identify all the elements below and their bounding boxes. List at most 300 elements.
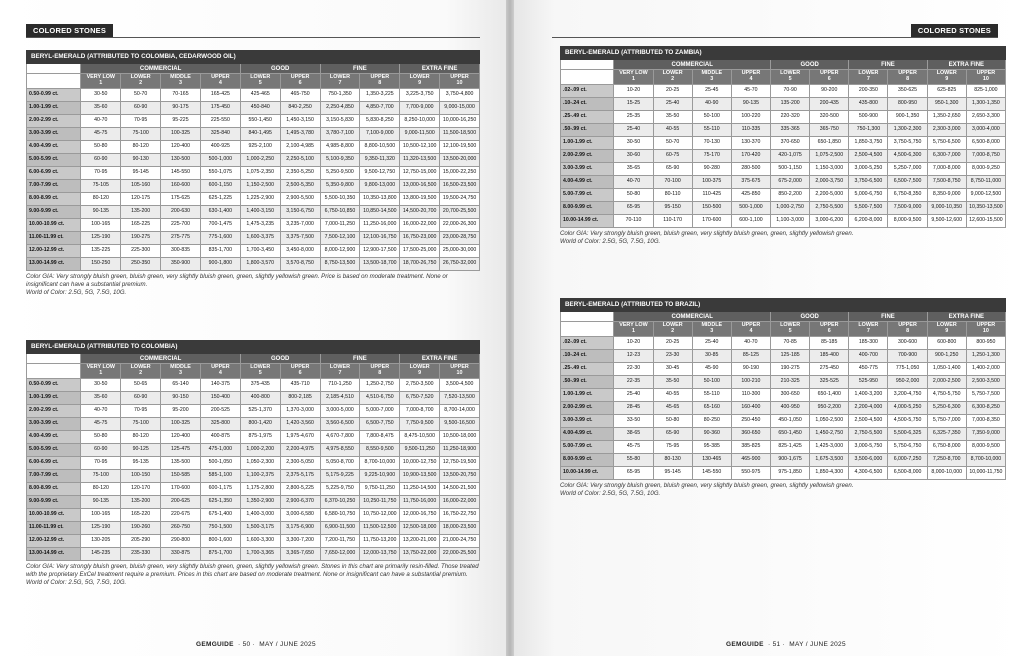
quality-label: VERY LOW	[86, 364, 116, 371]
price-cell: 3,750-4,800	[440, 89, 480, 102]
quality-number: 1	[631, 76, 635, 82]
price-cell: 7,350-9,000	[966, 428, 1005, 441]
price-cell: 5,225-9,750	[320, 483, 360, 496]
quality-label: LOWER	[936, 322, 957, 329]
price-cell: 435-710	[280, 379, 320, 392]
size-cell: 7.00-7.99 ct.	[27, 180, 81, 193]
price-cell: 3,000-5,250	[849, 163, 888, 176]
price-cell: 85-125	[731, 350, 770, 363]
price-cell: 1,350-2,900	[240, 496, 280, 509]
size-cell: .02-.09 ct.	[561, 337, 614, 350]
price-cell: 3,560-6,500	[320, 418, 360, 431]
price-cell: 45-90	[692, 363, 731, 376]
table-row	[27, 379, 480, 392]
price-cell: 7,800-8,475	[360, 431, 400, 444]
price-cell: 16,000-22,000	[400, 219, 440, 232]
price-cell: 12-23	[614, 350, 653, 363]
price-cell: 65-90	[653, 428, 692, 441]
price-cell: 11,750-13,200	[360, 535, 400, 548]
quality-number: 4	[749, 328, 753, 334]
header-rule	[552, 37, 998, 38]
price-cell: 800-1,420	[240, 418, 280, 431]
price-cell: 21,000-24,750	[440, 535, 480, 548]
price-cell: 90-200	[810, 85, 849, 98]
note-line: Color GIA: Very strongly bluish green, bluish green, very slightly bluish green, green, slightly yellowish green.	[560, 482, 854, 489]
price-cell: 5,750-6,500	[927, 137, 966, 150]
price-cell: 2,500-5,350	[280, 180, 320, 193]
price-cell: 80-120	[121, 431, 161, 444]
quality-column-header	[810, 70, 849, 85]
price-cell: 40-55	[653, 124, 692, 137]
grade-header: COMMERCIAL	[614, 312, 771, 322]
price-cell: 800-950	[966, 337, 1005, 350]
price-cell: 750-1,300	[849, 124, 888, 137]
price-cell: 150-400	[200, 392, 240, 405]
note-line: World of Color: 2.5G, 5G, 7.5G, 10G.	[26, 578, 127, 586]
price-cell: 750-1,350	[320, 89, 360, 102]
price-cell: 550-1,075	[200, 167, 240, 180]
price-cell: 130-465	[692, 454, 731, 467]
price-cell: 145-235	[81, 548, 121, 561]
quality-number: 6	[298, 370, 302, 376]
price-cell: 95-200	[161, 405, 201, 418]
price-cell: 2,100-4,985	[280, 141, 320, 154]
price-cell: 225-300	[121, 245, 161, 258]
price-cell: 2,750-3,500	[400, 379, 440, 392]
price-cell: 750-1,500	[200, 522, 240, 535]
price-cell: 30-85	[692, 350, 731, 363]
price-cell: 30-45	[653, 363, 692, 376]
price-table-block	[26, 50, 480, 297]
table-row	[27, 219, 480, 232]
price-cell: 7,100-9,000	[360, 128, 400, 141]
size-cell: 5.00-5.99 ct.	[27, 154, 81, 167]
price-cell: 160-400	[731, 402, 770, 415]
table-row	[561, 415, 1006, 428]
price-cell: 8,000-9,500	[888, 215, 927, 228]
price-cell: 120-400	[161, 431, 201, 444]
size-cell: 1.00-1.99 ct.	[561, 389, 614, 402]
table-row	[561, 467, 1006, 480]
quality-number: 10	[456, 80, 463, 86]
price-cell: 400-875	[200, 431, 240, 444]
quality-column-header	[400, 364, 440, 379]
price-cell: 5,500-6,325	[888, 428, 927, 441]
size-cell: 11.00-11.99 ct.	[27, 232, 81, 245]
price-cell: 650-1,400	[810, 389, 849, 402]
price-cell: 1,350-2,650	[927, 111, 966, 124]
price-cell: 7,000-8,700	[400, 405, 440, 418]
price-cell: 625-1,225	[200, 193, 240, 206]
quality-label: VERY LOW	[619, 322, 648, 329]
price-cell: 2,500-4,500	[849, 415, 888, 428]
quality-column-header	[614, 70, 653, 85]
price-cell: 5,750-7,500	[966, 389, 1005, 402]
price-cell: 13,800-19,500	[400, 193, 440, 206]
price-cell: 3,750-5,750	[888, 137, 927, 150]
price-cell: 435-800	[849, 98, 888, 111]
price-cell: 1,675-3,500	[810, 454, 849, 467]
price-cell: 90-360	[692, 428, 731, 441]
grade-header: FINE	[849, 312, 927, 322]
price-cell: 7,520-13,500	[440, 392, 480, 405]
price-cell: 525-1,370	[240, 405, 280, 418]
price-cell: 50-100	[692, 376, 731, 389]
size-cell: 8.00-8.99 ct.	[27, 483, 81, 496]
price-cell: 20-25	[653, 337, 692, 350]
table-row	[27, 154, 480, 167]
price-cell: 110-300	[731, 389, 770, 402]
price-cell: 325-525	[810, 376, 849, 389]
price-cell: 630-1,400	[200, 206, 240, 219]
price-cell: 7,000-8,350	[966, 415, 1005, 428]
section-label: COLORED STONES	[911, 24, 998, 37]
price-cell: 7,000-8,000	[927, 163, 966, 176]
quality-label: LOWER	[130, 364, 151, 371]
price-cell: 1,175-2,800	[240, 483, 280, 496]
table-notes	[560, 230, 1006, 246]
price-cell: 60-90	[81, 444, 121, 457]
quality-label: UPPER	[741, 322, 761, 329]
price-cell: 200-625	[161, 496, 201, 509]
price-cell: 840-1,495	[240, 128, 280, 141]
header-spacer	[27, 364, 81, 379]
price-cell: 12,500-18,000	[400, 522, 440, 535]
price-cell: 16,500-23,500	[440, 180, 480, 193]
price-cell: 50-100	[692, 111, 731, 124]
price-cell: 95-135	[121, 457, 161, 470]
price-cell: 600-1,100	[731, 215, 770, 228]
price-cell: 7,650-12,000	[320, 548, 360, 561]
price-cell: 2,000-3,750	[810, 176, 849, 189]
price-cell: 185-400	[810, 350, 849, 363]
grade-header: EXTRA FINE	[927, 60, 1005, 70]
size-cell: 10.00-14.99 ct.	[561, 467, 614, 480]
price-cell: 350-625	[888, 85, 927, 98]
quality-label: UPPER	[211, 74, 230, 81]
price-cell: 950-2,200	[810, 402, 849, 415]
price-cell: 13,500-20,000	[440, 154, 480, 167]
note-line: Color GIA: Very strongly bluish green, bluish green, very slightly bluish green, green, slightly yellowish green. Stones in this chart are primarily resin-filled. Those treated with the proprietary ExCel treatment require a premium. Prices in this chart are based on moderate treatment. None or insignificant can have a substantial premium.	[26, 563, 479, 578]
price-cell: 2,750-5,500	[810, 202, 849, 215]
quality-number: 7	[866, 328, 870, 334]
price-cell: 90-125	[121, 444, 161, 457]
quality-number: 2	[139, 370, 143, 376]
price-cell: 1,425-3,000	[810, 441, 849, 454]
price-cell: 2,500-4,500	[849, 150, 888, 163]
size-cell: .02-.09 ct.	[561, 85, 614, 98]
price-cell: 8,250-10,000	[400, 115, 440, 128]
price-cell: 175-625	[161, 193, 201, 206]
price-cell: 50-70	[653, 137, 692, 150]
price-cell: 13,750-22,000	[400, 548, 440, 561]
price-cell: 8,700-10,000	[966, 454, 1005, 467]
price-cell: 900-1,350	[888, 111, 927, 124]
price-cell: 150-585	[161, 470, 201, 483]
price-cell: 1,150-3,000	[810, 163, 849, 176]
price-cell: 20,700-25,500	[440, 206, 480, 219]
quality-number: 5	[788, 328, 792, 334]
price-cell: 235-330	[121, 548, 161, 561]
price-cell: 6,580-10,750	[320, 509, 360, 522]
price-cell: 12,000-16,750	[400, 509, 440, 522]
price-cell: 165-225	[121, 219, 161, 232]
footer-page-number: 50	[242, 641, 251, 648]
price-cell: 30-50	[81, 89, 121, 102]
price-cell: 11,500-18,500	[440, 128, 480, 141]
price-cell: 385-825	[731, 441, 770, 454]
price-cell: 110-170	[653, 215, 692, 228]
price-cell: 160-600	[161, 180, 201, 193]
price-cell: 16,750-22,750	[440, 509, 480, 522]
price-cell: 1,400-3,200	[849, 389, 888, 402]
price-cell: 200-435	[810, 98, 849, 111]
price-cell: 11,250-18,900	[440, 444, 480, 457]
price-cell: 1,975-4,670	[280, 431, 320, 444]
footer-date: MAY / JUNE 2025	[259, 641, 316, 648]
size-cell: .25-.49 ct.	[561, 111, 614, 124]
quality-label: LOWER	[780, 322, 801, 329]
price-cell: 12,750-15,000	[400, 167, 440, 180]
quality-number: 10	[982, 328, 989, 334]
quality-label: MIDDLE	[170, 364, 191, 371]
price-cell: 360-650	[731, 428, 770, 441]
price-cell: 30-60	[614, 150, 653, 163]
grade-header: GOOD	[771, 312, 849, 322]
size-cell: 10.00-10.99 ct.	[27, 219, 81, 232]
header-spacer	[27, 74, 81, 89]
quality-number: 3	[710, 328, 714, 334]
price-cell: 7,750-9,500	[400, 418, 440, 431]
table-row	[561, 428, 1006, 441]
price-cell: 900-1,800	[200, 258, 240, 271]
price-cell: 60-75	[653, 150, 692, 163]
price-cell: 135-200	[771, 98, 810, 111]
price-cell: 25-35	[614, 111, 653, 124]
price-cell: 45-70	[731, 85, 770, 98]
price-cell: 2,300-5,050	[280, 457, 320, 470]
size-cell: 5.00-7.99 ct.	[561, 189, 614, 202]
price-cell: 7,200-11,750	[320, 535, 360, 548]
table-row	[561, 363, 1006, 376]
price-cell: 1,400-3,150	[240, 206, 280, 219]
price-cell: 60-90	[121, 102, 161, 115]
price-cell: 65-140	[161, 379, 201, 392]
price-cell: 70-95	[81, 167, 121, 180]
price-cell: 500-1,150	[771, 163, 810, 176]
price-cell: 185-300	[849, 337, 888, 350]
size-cell: 8.00-8.99 ct.	[27, 193, 81, 206]
price-cell: 12,900-17,500	[360, 245, 400, 258]
price-cell: 7,000-11,250	[320, 219, 360, 232]
price-cell: 2,300-3,000	[927, 124, 966, 137]
quality-label: LOWER	[858, 70, 879, 77]
quality-column-header	[360, 74, 400, 89]
price-cell: 275-775	[161, 232, 201, 245]
quality-label: MIDDLE	[701, 70, 723, 77]
price-cell: 60-90	[81, 154, 121, 167]
price-cell: 30-50	[614, 137, 653, 150]
price-cell: 12,750-19,500	[440, 457, 480, 470]
price-cell: 9,500-16,500	[440, 418, 480, 431]
price-cell: 55-80	[614, 454, 653, 467]
price-cell: 70-85	[771, 337, 810, 350]
quality-label: VERY LOW	[86, 74, 116, 81]
quality-column-header	[653, 70, 692, 85]
size-cell: 0.50-0.99 ct.	[27, 379, 81, 392]
price-cell: 925-2,100	[240, 141, 280, 154]
price-cell: 1,850-3,750	[849, 137, 888, 150]
price-cell: 975-1,850	[771, 467, 810, 480]
grade-header: EXTRA FINE	[400, 64, 480, 74]
price-cell: 330-875	[161, 548, 201, 561]
price-table	[560, 298, 1006, 480]
price-cell: 23,000-28,750	[440, 232, 480, 245]
price-cell: 4,510-6,750	[360, 392, 400, 405]
price-cell: 25-40	[653, 98, 692, 111]
price-cell: 22-30	[614, 363, 653, 376]
table-row	[27, 392, 480, 405]
price-cell: 125-190	[81, 232, 121, 245]
price-cell: 775-1,050	[888, 363, 927, 376]
table-row	[27, 180, 480, 193]
price-cell: 835-1,700	[200, 245, 240, 258]
page-footer: GEMGUIDE · 50 · MAY / JUNE 2025	[196, 641, 316, 648]
size-cell: 4.00-4.99 ct.	[27, 431, 81, 444]
price-cell: 95-150	[653, 202, 692, 215]
price-cell: 1,800-3,570	[240, 258, 280, 271]
quality-label: UPPER	[370, 364, 390, 371]
header-spacer	[27, 354, 81, 364]
quality-column-header	[771, 322, 810, 337]
price-cell: 45-75	[81, 128, 121, 141]
quality-number: 1	[631, 328, 635, 334]
quality-column-header	[888, 322, 927, 337]
size-cell: 3.00-3.99 ct.	[561, 163, 614, 176]
price-cell: 65-160	[692, 402, 731, 415]
price-table	[26, 50, 480, 271]
quality-column-header	[320, 364, 360, 379]
price-cell: 22,000-25,500	[440, 548, 480, 561]
size-cell: 13.00-14.99 ct.	[27, 258, 81, 271]
price-cell: 13,500-20,750	[440, 470, 480, 483]
size-cell: 4.00-4.99 ct.	[27, 141, 81, 154]
price-cell: 65-95	[614, 467, 653, 480]
grade-header: FINE	[849, 60, 927, 70]
price-cell: 1,050-1,400	[927, 363, 966, 376]
price-cell: 9,350-11,320	[360, 154, 400, 167]
price-cell: 3,375-7,500	[280, 232, 320, 245]
price-cell: 75-100	[121, 128, 161, 141]
quality-number: 3	[179, 370, 182, 376]
quality-column-header	[81, 74, 121, 89]
price-cell: 6,750-8,000	[927, 441, 966, 454]
quality-column-header	[440, 364, 480, 379]
table-row	[561, 98, 1006, 111]
price-cell: 9,500-12,600	[927, 215, 966, 228]
price-cell: 130-370	[731, 137, 770, 150]
quality-label: LOWER	[662, 70, 683, 77]
header-spacer	[561, 70, 614, 85]
price-cell: 130-205	[81, 535, 121, 548]
price-cell: 1,300-1,350	[966, 98, 1005, 111]
price-cell: 7,500-12,100	[320, 232, 360, 245]
price-cell: 10,000-12,750	[400, 457, 440, 470]
table-row	[27, 457, 480, 470]
quality-column-header	[400, 74, 440, 89]
price-cell: 8,350-9,000	[927, 189, 966, 202]
price-cell: 4,985-8,800	[320, 141, 360, 154]
price-cell: 3,150-6,750	[280, 206, 320, 219]
quality-column-header	[966, 70, 1005, 85]
price-cell: 95-225	[161, 115, 201, 128]
price-cell: 425-465	[240, 89, 280, 102]
price-cell: 110-335	[731, 124, 770, 137]
quality-label: LOWER	[250, 74, 271, 81]
price-cell: 350-900	[161, 258, 201, 271]
price-cell: 1,100-3,000	[771, 215, 810, 228]
size-cell: 2.00-2.99 ct.	[27, 405, 81, 418]
price-cell: 650-1,850	[810, 137, 849, 150]
quality-number: 3	[710, 76, 714, 82]
price-cell: 6,000-7,250	[888, 454, 927, 467]
price-cell: 300-600	[888, 337, 927, 350]
price-cell: 90-175	[161, 102, 201, 115]
table-row	[561, 150, 1006, 163]
price-cell: 500-1,000	[731, 202, 770, 215]
quality-label: LOWER	[936, 70, 957, 77]
price-cell: 465-900	[731, 454, 770, 467]
quality-number: 1	[99, 370, 103, 376]
quality-column-header	[240, 74, 280, 89]
price-cell: 2,800-5,225	[280, 483, 320, 496]
price-cell: 110-425	[692, 189, 731, 202]
price-cell: 90-190	[731, 363, 770, 376]
quality-label: VERY LOW	[619, 70, 648, 77]
price-cell: 35-60	[81, 392, 121, 405]
quality-label: UPPER	[898, 70, 917, 77]
size-cell: 1.00-1.99 ct.	[27, 392, 81, 405]
quality-column-header	[731, 322, 770, 337]
quality-column-header	[771, 70, 810, 85]
price-cell: 250-350	[121, 258, 161, 271]
price-cell: 40-90	[692, 98, 731, 111]
price-cell: 165-425	[200, 89, 240, 102]
price-cell: 5,500-10,350	[320, 193, 360, 206]
size-cell: 4.00-4.99 ct.	[561, 428, 614, 441]
price-cell: 33-50	[614, 415, 653, 428]
quality-number: 6	[298, 80, 302, 86]
price-cell: 3,300-7,200	[280, 535, 320, 548]
price-cell: 4,975-8,550	[320, 444, 360, 457]
price-cell: 105-160	[121, 180, 161, 193]
price-cell: 1,400-2,000	[966, 363, 1005, 376]
table-row	[561, 85, 1006, 98]
price-cell: 18,700-26,750	[400, 258, 440, 271]
price-cell: 50-65	[121, 379, 161, 392]
price-cell: 10,000-11,750	[966, 467, 1005, 480]
price-cell: 10,900-13,500	[400, 470, 440, 483]
price-cell: 1,600-3,375	[240, 232, 280, 245]
price-cell: 11,250-14,500	[400, 483, 440, 496]
price-cell: 400-950	[771, 402, 810, 415]
price-cell: 60-90	[121, 392, 161, 405]
price-cell: 70-165	[161, 89, 201, 102]
price-cell: 2,900-6,370	[280, 496, 320, 509]
quality-number: 5	[788, 76, 792, 82]
price-cell: 75-170	[692, 150, 731, 163]
table-notes	[560, 482, 1006, 498]
